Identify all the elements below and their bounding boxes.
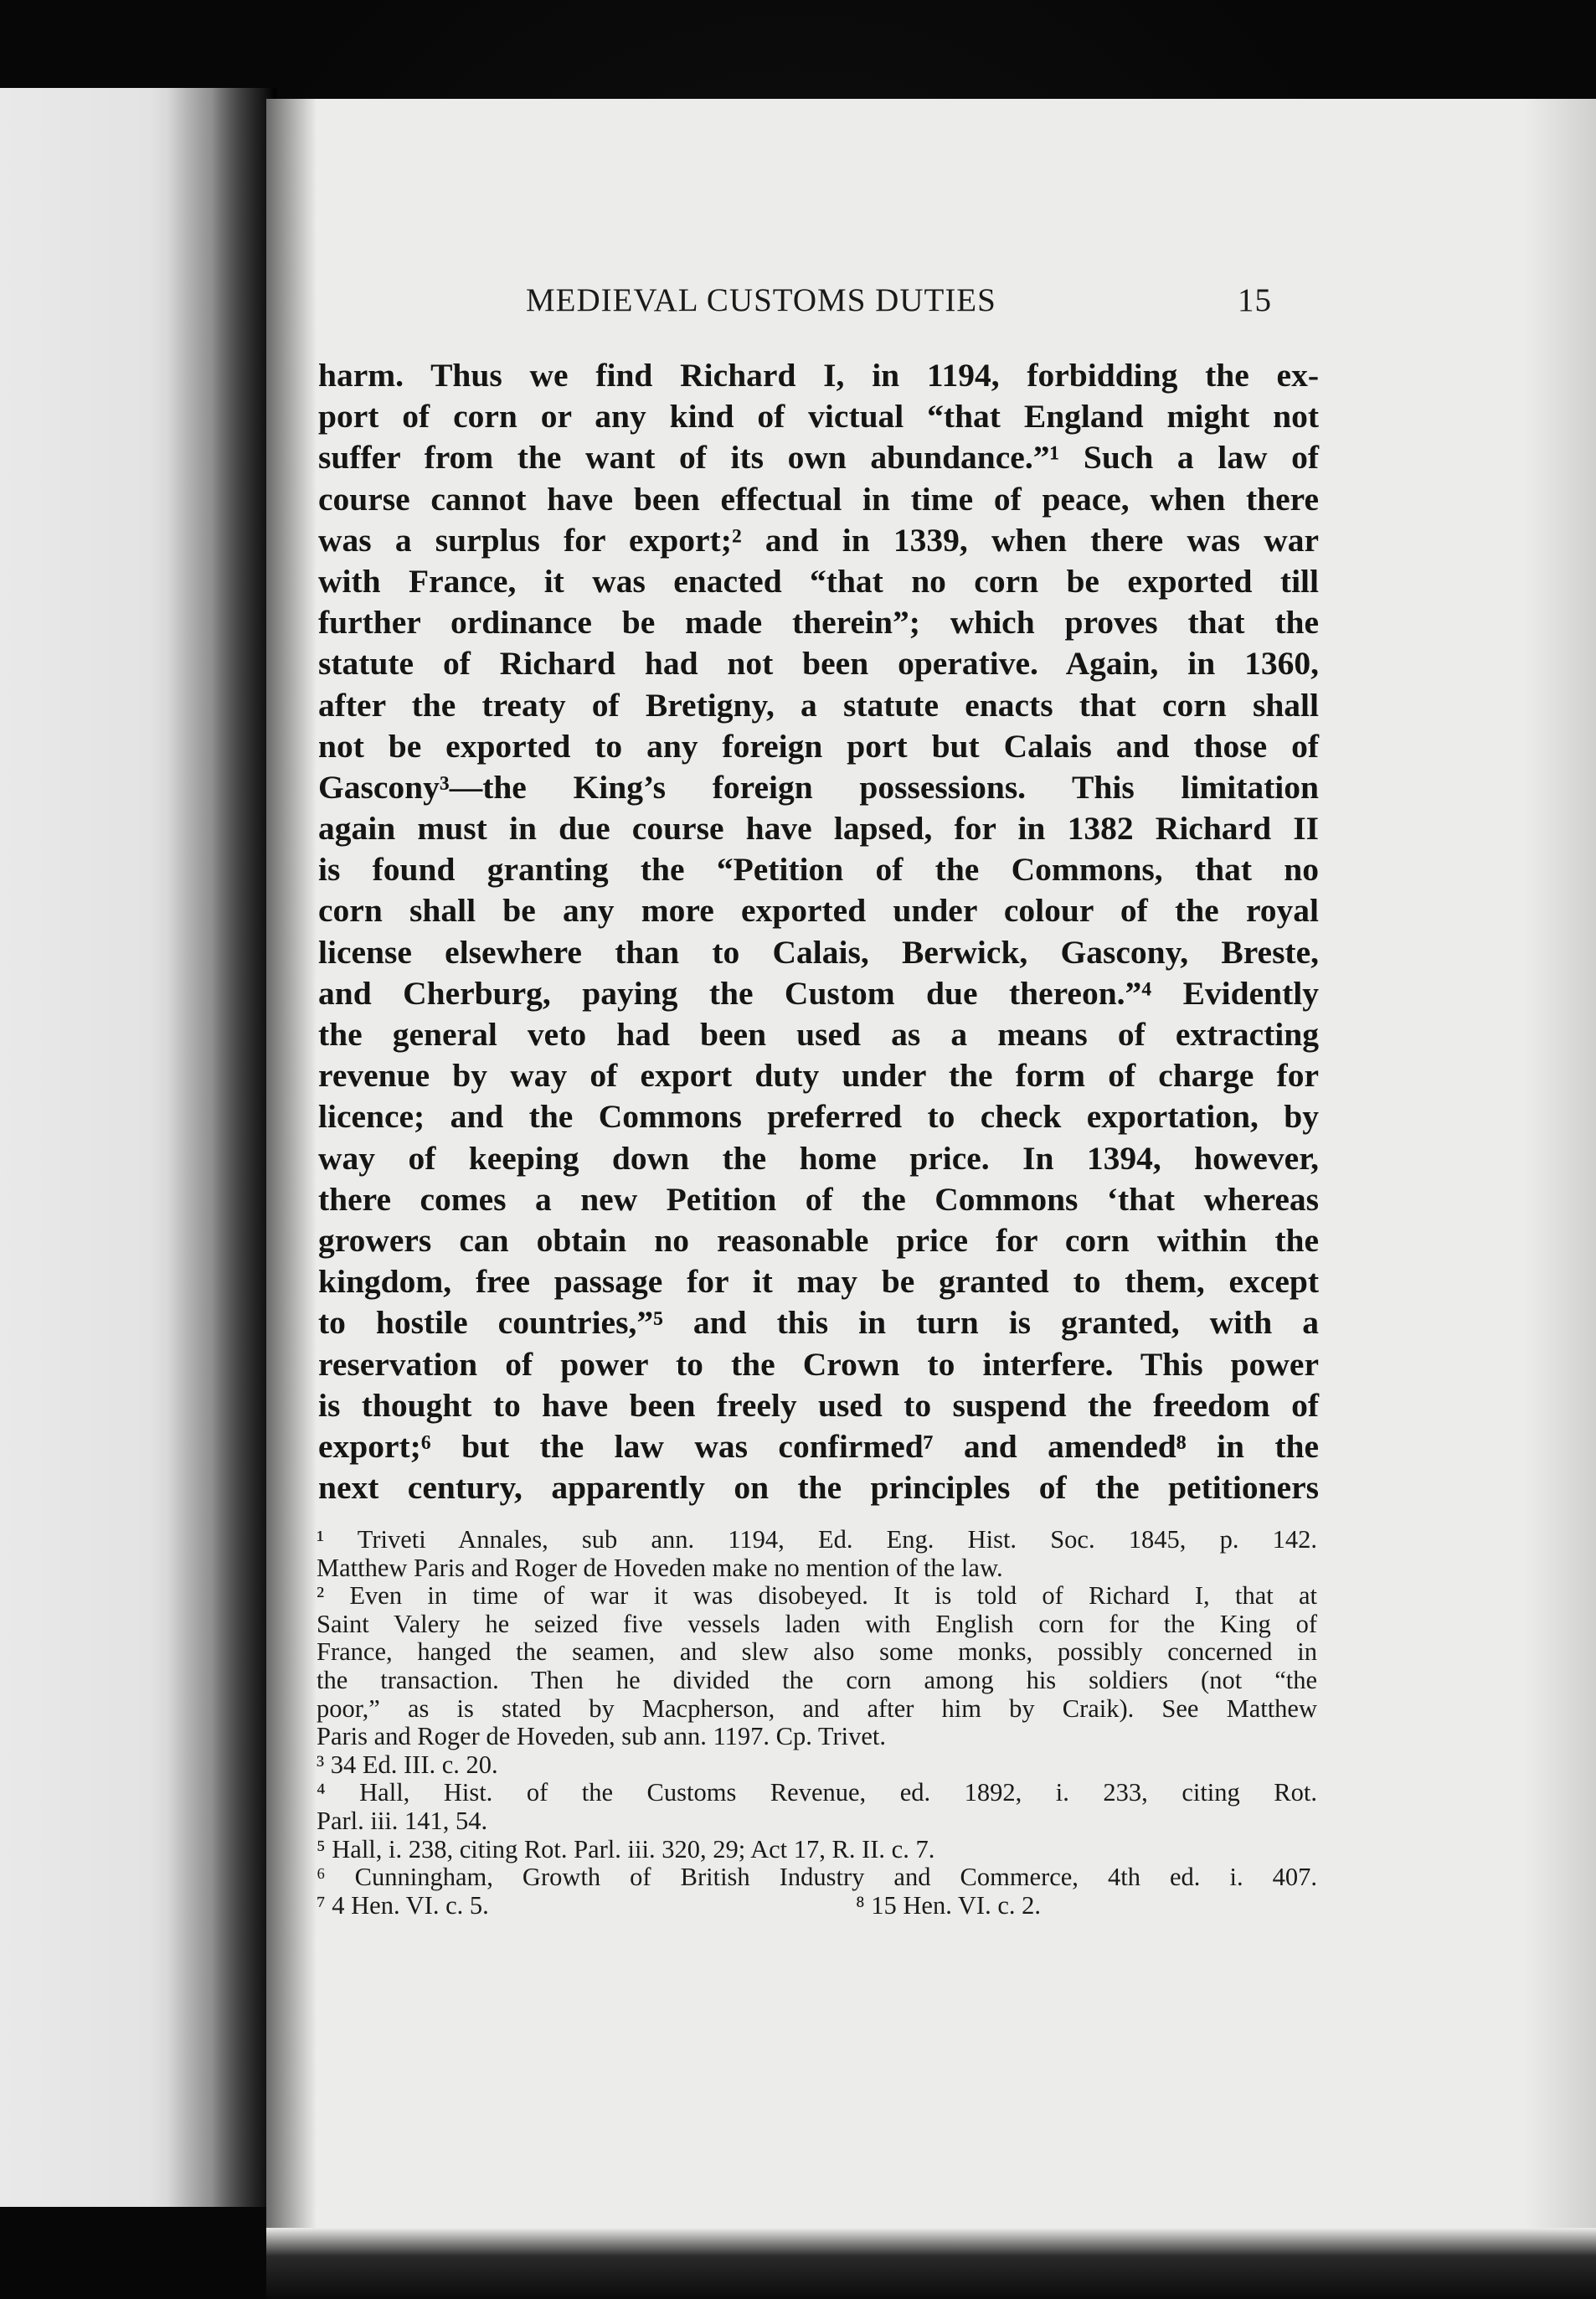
footnote-line: ⁶ Cunningham, Growth of British Industry and Commerce, 4th ed. i. 407.	[317, 1863, 1317, 1892]
book-gutter	[167, 88, 276, 2207]
footnote-line: ³ 34 Ed. III. c. 20.	[317, 1750, 498, 1779]
text-line: growers can obtain no reasonable price for corn within the	[318, 1221, 1319, 1259]
footnote-line-final	[317, 1892, 1317, 1920]
footnote-line: Parl. iii. 141, 54.	[317, 1806, 488, 1835]
text-line: the general veto had been used as a means of extracting	[318, 1016, 1319, 1053]
text-line: Gascony³—the King’s foreign possessions. This limitation	[318, 768, 1319, 806]
footnote-line: Saint Valery he seized five vessels laden with English corn for the King of	[317, 1609, 1317, 1638]
text-line: there comes a new Petition of the Commons ‘that whereas	[318, 1180, 1319, 1218]
page-number: 15	[1238, 282, 1272, 318]
page-shadow	[266, 99, 317, 2243]
footnote-line: the transaction. Then he divided the corn among his soldiers (not “the	[317, 1665, 1317, 1694]
footnote-line: ² Even in time of war it was disobeyed. It is told of Richard I, that at	[317, 1581, 1317, 1611]
text-line: further ordinance be made therein”; which proves that the	[318, 604, 1319, 642]
text-line: course cannot have been effectual in time of peace, when there	[318, 480, 1319, 518]
text-line: statute of Richard had not been operative. Again, in 1360,	[318, 645, 1319, 683]
footnote-line: France, hanged the seamen, and slew also some monks, possibly concerned in	[317, 1637, 1317, 1667]
footnote-line: Paris and Roger de Hoveden, sub ann. 1197. Cp. Trivet.	[317, 1722, 886, 1751]
text-line: harm. Thus we find Richard I, in 1194, forbidding the ex-	[318, 357, 1319, 394]
text-line: suffer from the want of its own abundance.”¹ Such a law of	[318, 439, 1319, 477]
text-line: with France, it was enacted “that no corn be exported till	[318, 562, 1319, 600]
text-line: after the treaty of Bretigny, a statute enacts that corn shall	[318, 686, 1319, 724]
text-line: licence; and the Commons preferred to check exportation, by	[318, 1098, 1319, 1136]
running-header	[526, 281, 1321, 332]
footnote-line: ⁵ Hall, i. 238, citing Rot. Parl. iii. 320, 29; Act 17, R. II. c. 7.	[317, 1834, 935, 1863]
footnotes	[317, 1526, 1321, 1920]
page-bottom-edge	[266, 2228, 1596, 2299]
footnote-7: ⁷ 4 Hen. VI. c. 5.	[317, 1890, 489, 1920]
text-line: way of keeping down the home price. In 1394, however,	[318, 1139, 1319, 1177]
text-line: not be exported to any foreign port but Calais and those of	[318, 727, 1319, 765]
text-line: is found granting the “Petition of the Commons, that no	[318, 851, 1319, 889]
text-line: is thought to have been freely used to suspend the freedom of	[318, 1386, 1319, 1424]
text-line: to hostile countries,”⁵ and this in turn is granted, with a	[318, 1304, 1319, 1342]
footnote-line: ⁴ Hall, Hist. of the Customs Revenue, ed. 1892, i. 233, citing Rot.	[317, 1778, 1317, 1807]
footnote-line: ¹ Triveti Annales, sub ann. 1194, Ed. Eng. Hist. Soc. 1845, p. 142.	[317, 1525, 1317, 1554]
footnote-line: poor,” as is stated by Macpherson, and after him by Craik). See Matthew	[317, 1693, 1317, 1723]
footnote-8: ⁸ 15 Hen. VI. c. 2.	[856, 1890, 1041, 1920]
footnote-line: Matthew Paris and Roger de Hoveden make no mention of the law.	[317, 1553, 1003, 1582]
text-line: port of corn or any kind of victual “that England might not	[318, 398, 1319, 436]
text-line: was a surplus for export;² and in 1339, when there was war	[318, 521, 1319, 559]
text-line: again must in due course have lapsed, for in 1382 Richard II	[318, 810, 1319, 848]
text-line: and Cherburg, paying the Custom due thereon.”⁴ Evidently	[318, 974, 1319, 1012]
page-right-edge	[1524, 99, 1596, 2243]
text-line: revenue by way of export duty under the form of charge for	[318, 1057, 1319, 1095]
text-line: reservation of power to the Crown to interfere. This power	[318, 1345, 1319, 1383]
text-line: license elsewhere than to Calais, Berwick, Gascony, Breste,	[318, 933, 1319, 971]
running-title: MEDIEVAL CUSTOMS DUTIES	[526, 282, 996, 318]
text-line: export;⁶ but the law was confirmed⁷ and amended⁸ in the	[318, 1427, 1319, 1465]
text-line: next century, apparently on the principles of the petitioners	[318, 1469, 1319, 1507]
main-text	[318, 355, 1323, 1508]
text-line: corn shall be any more exported under colour of the royal	[318, 892, 1319, 930]
text-line: kingdom, free passage for it may be granted to them, except	[318, 1263, 1319, 1301]
